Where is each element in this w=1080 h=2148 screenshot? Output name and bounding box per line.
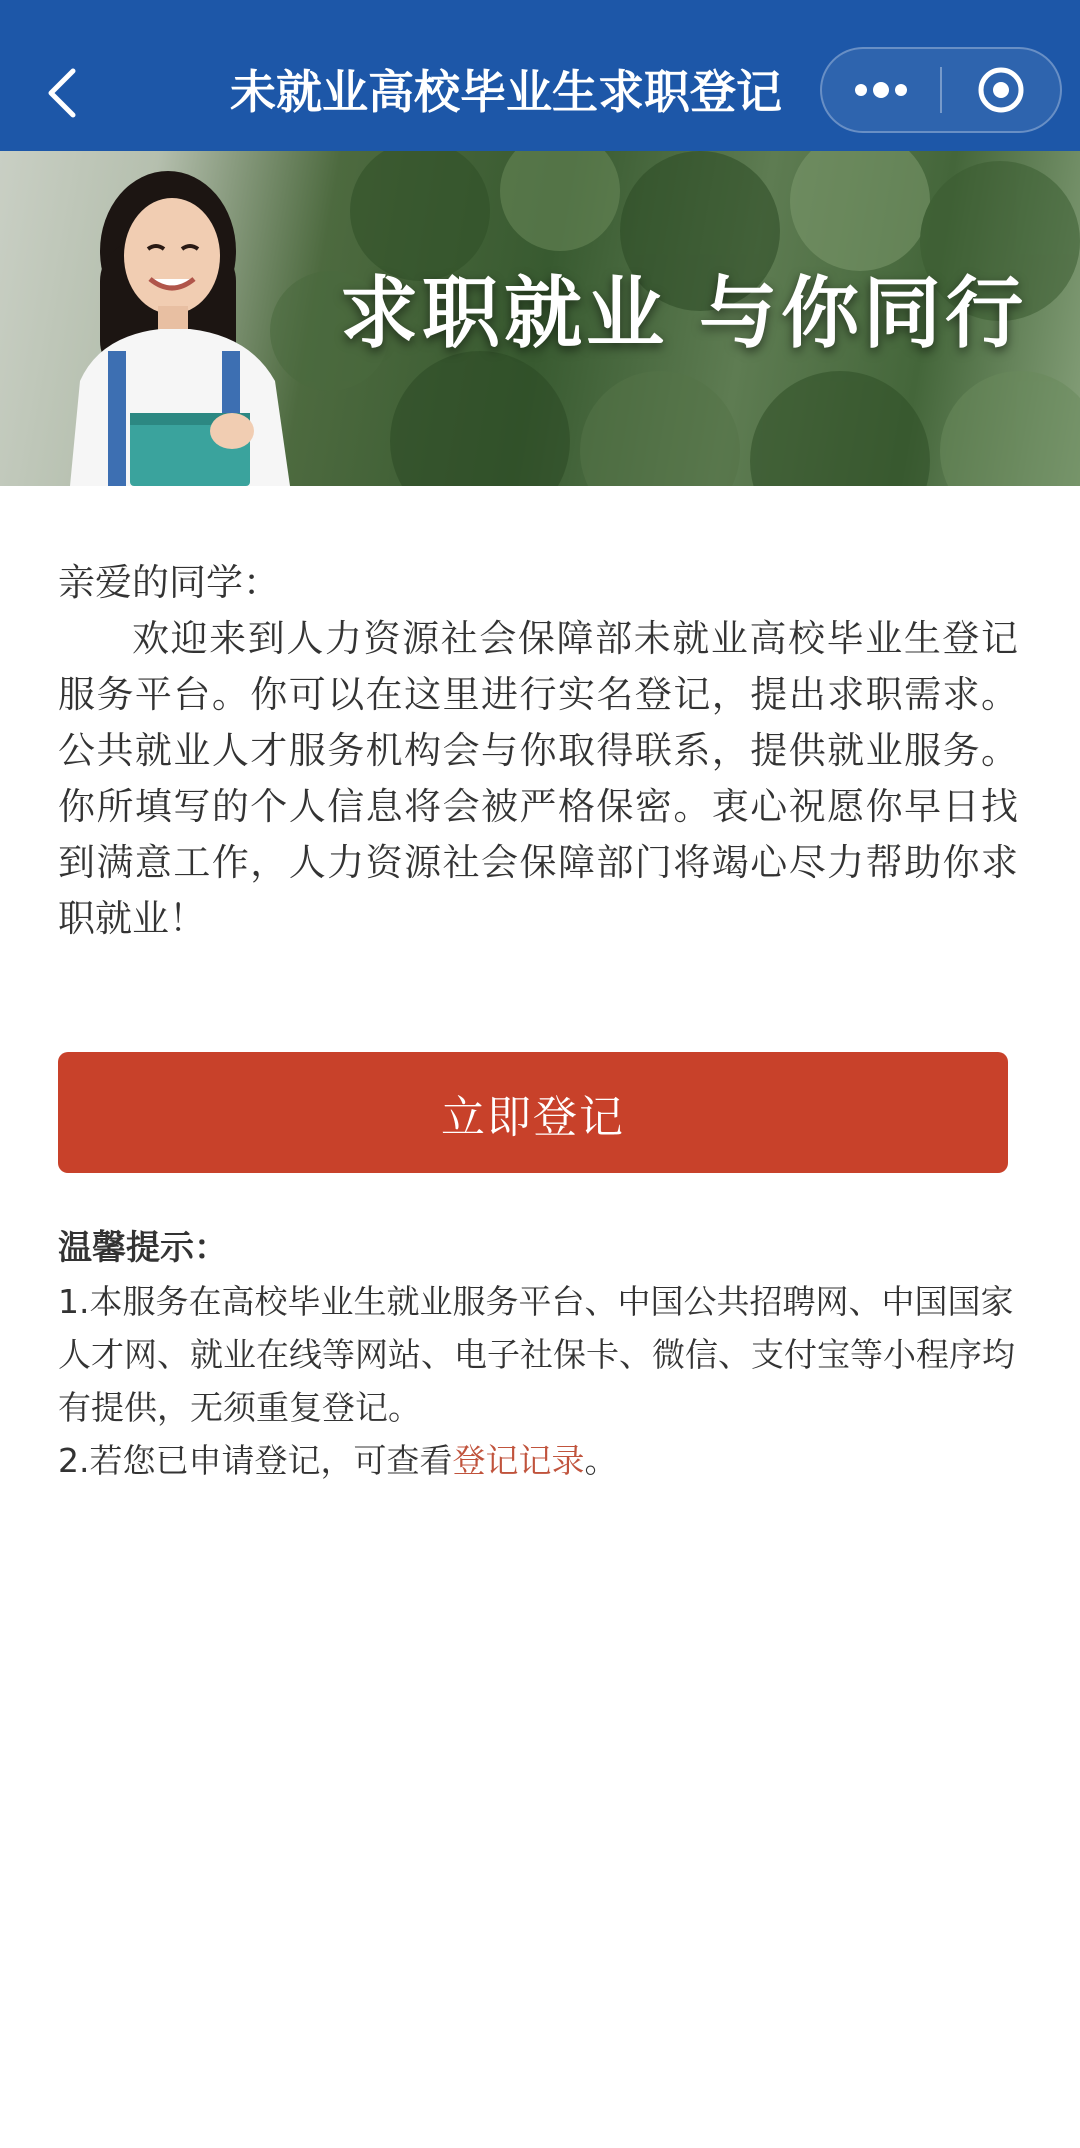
page-title: 未就业高校毕业生求职登记 xyxy=(230,65,782,119)
more-dots-icon xyxy=(853,82,909,98)
more-button[interactable] xyxy=(822,47,940,133)
registration-record-link[interactable]: 登记记录 xyxy=(452,1441,585,1480)
tip-item-2-prefix: 2.若您已申请登记，可查看 xyxy=(58,1441,453,1480)
hero-banner xyxy=(0,151,1080,486)
navigation-bar xyxy=(0,0,1080,151)
banner-slogan: 求职就业 与你同行 xyxy=(340,269,1028,359)
mini-program-capsule xyxy=(820,47,1062,133)
intro-paragraph: 欢迎来到人力资源社会保障部未就业高校毕业生登记服务平台。你可以在这里进行实名登记，提出求职需求。公共就业人才服务机构会与你取得联系，提供就业服务。你所填写的个人信息将会被严格保密。衷心祝愿你早日找到满意工作，人力资源社会保障部门将竭心尽力帮助你求职就业！ xyxy=(58,617,1018,940)
register-now-button[interactable]: 立即登记 xyxy=(58,1052,1008,1173)
chevron-left-icon xyxy=(45,67,79,119)
tips-section xyxy=(58,1222,1018,1487)
tip-item-2 xyxy=(58,1434,1018,1487)
back-button[interactable] xyxy=(30,48,94,138)
target-circle-icon xyxy=(976,65,1026,115)
close-mini-program-button[interactable] xyxy=(942,47,1060,133)
greeting-text: 亲爱的同学： xyxy=(58,561,280,604)
tip-item-1: 1.本服务在高校毕业生就业服务平台、中国公共招聘网、中国国家人才网、就业在线等网站、电子社保卡、微信、支付宝等小程序均有提供，无须重复登记。 xyxy=(58,1282,1015,1427)
tip-item-2-suffix: 。 xyxy=(584,1441,618,1480)
welcome-section xyxy=(58,555,1018,947)
tips-title: 温馨提示： xyxy=(58,1228,228,1268)
